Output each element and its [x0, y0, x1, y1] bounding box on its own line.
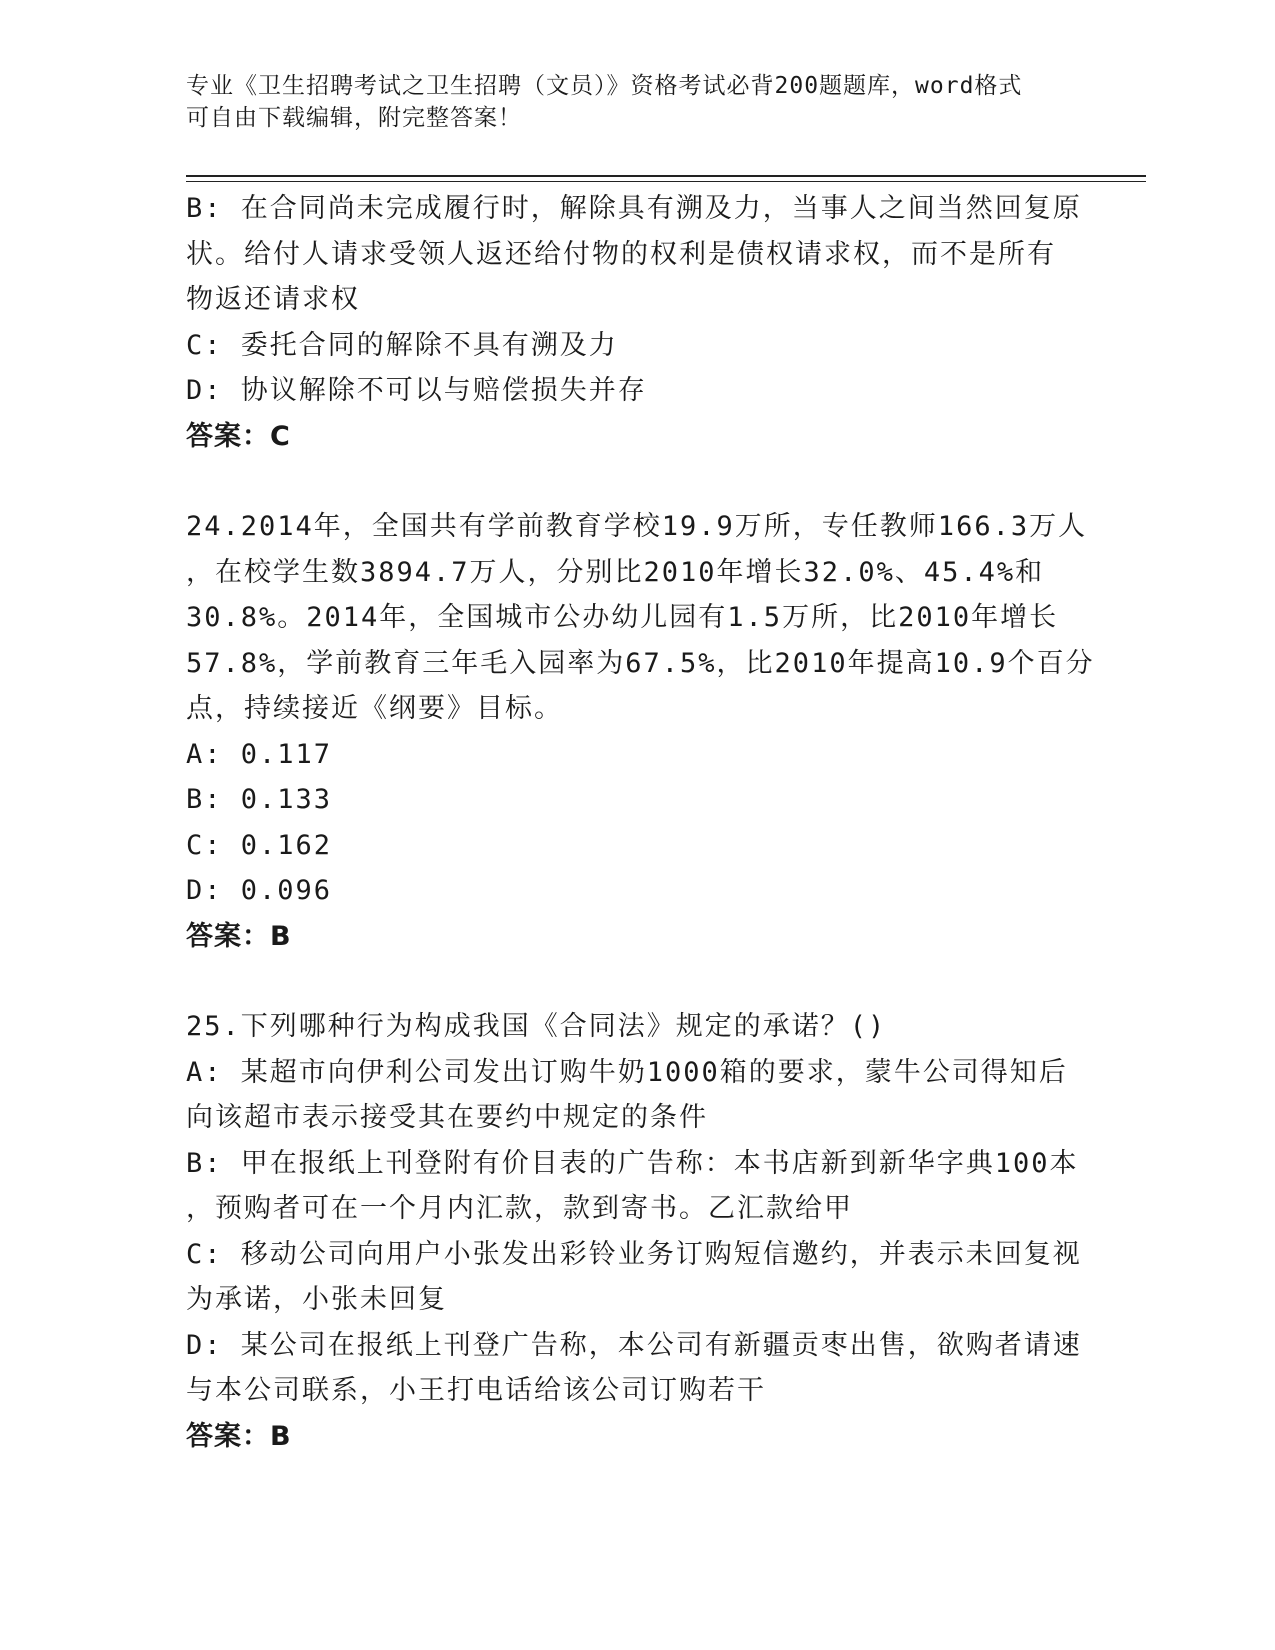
- header-divider-thin: [186, 181, 1146, 182]
- q25-option-c-line: 为承诺，小张未回复: [186, 1284, 447, 1315]
- page-header: [186, 70, 1066, 134]
- q23-option-b-line: 物返还请求权: [186, 284, 360, 315]
- q23-option-c: C: 委托合同的解除不具有溯及力: [186, 329, 618, 361]
- q23-option-b-line: B: 在合同尚未完成履行时，解除具有溯及力，当事人之间当然回复原: [186, 193, 1082, 224]
- q24-option-c: C: 0.162: [186, 829, 333, 861]
- q25-option-a: [186, 1050, 1066, 1141]
- q23-option-d: D: 协议解除不可以与赔偿损失并存: [186, 375, 647, 406]
- q25-option-c: [186, 1232, 1082, 1323]
- q24-stem-line: 24.2014年，全国共有学前教育学校19.9万所，专任教师166.3万人: [186, 511, 1088, 542]
- spacer: [186, 959, 1066, 1004]
- q25-option-c-line: C: 移动公司向用户小张发出彩铃业务订购短信邀约，并表示未回复视: [186, 1238, 1082, 1270]
- q24-stem: [186, 504, 1095, 732]
- q24-stem-line: 点，持续接近《纲要》目标。: [186, 693, 563, 724]
- q24-option-a: A: 0.117: [186, 738, 333, 770]
- q25-option-d: [186, 1323, 1082, 1414]
- q25-option-b: [186, 1141, 1079, 1232]
- q24-stem-line: 30.8%。2014年，全国城市公办幼儿园有1.5万所，比2010年增长: [186, 602, 1059, 633]
- q24-answer: 答案：B: [186, 920, 292, 952]
- q25-option-b-line: ，预购者可在一个月内汇款，款到寄书。乙汇款给甲: [186, 1193, 853, 1224]
- header-divider: [186, 175, 1146, 177]
- q23-option-b-line: 状。给付人请求受领人返还给付物的权利是债权请求权，而不是所有: [186, 238, 1056, 270]
- header-line-1: 专业《卫生招聘考试之卫生招聘（文员）》资格考试必背200题题库，word格式: [186, 73, 1023, 99]
- q24-option-b: B: 0.133: [186, 784, 333, 815]
- q25-answer: 答案：B: [186, 1420, 292, 1452]
- q25-option-a-line: 向该超市表示接受其在要约中规定的条件: [186, 1102, 708, 1133]
- q25-option-b-line: B: 甲在报纸上刊登附有价目表的广告称：本书店新到新华字典100本: [186, 1147, 1079, 1179]
- q24-option-d: D: 0.096: [186, 875, 333, 906]
- q24-stem-line: ，在校学生数3894.7万人，分别比2010年增长32.0%、45.4%和: [186, 556, 1045, 588]
- q25-option-d-line: D: 某公司在报纸上刊登广告称，本公司有新疆贡枣出售，欲购者请速: [186, 1329, 1082, 1361]
- q25-option-d-line: 与本公司联系，小王打电话给该公司订购若干: [186, 1375, 766, 1406]
- q24-stem-line: 57.8%，学前教育三年毛入园率为67.5%，比2010年提高10.9个百分: [186, 647, 1095, 679]
- q23-option-b: [186, 186, 1082, 323]
- q25-option-a-line: A: 某超市向伊利公司发出订购牛奶1000箱的要求，蒙牛公司得知后: [186, 1056, 1068, 1088]
- q25-stem: 25.下列哪种行为构成我国《合同法》规定的承诺？(): [186, 1011, 887, 1042]
- spacer: [186, 459, 1066, 504]
- header-line-2: 可自由下载编辑，附完整答案！: [186, 105, 522, 131]
- q23-answer: 答案：C: [186, 420, 291, 452]
- question-content: [186, 186, 1095, 1459]
